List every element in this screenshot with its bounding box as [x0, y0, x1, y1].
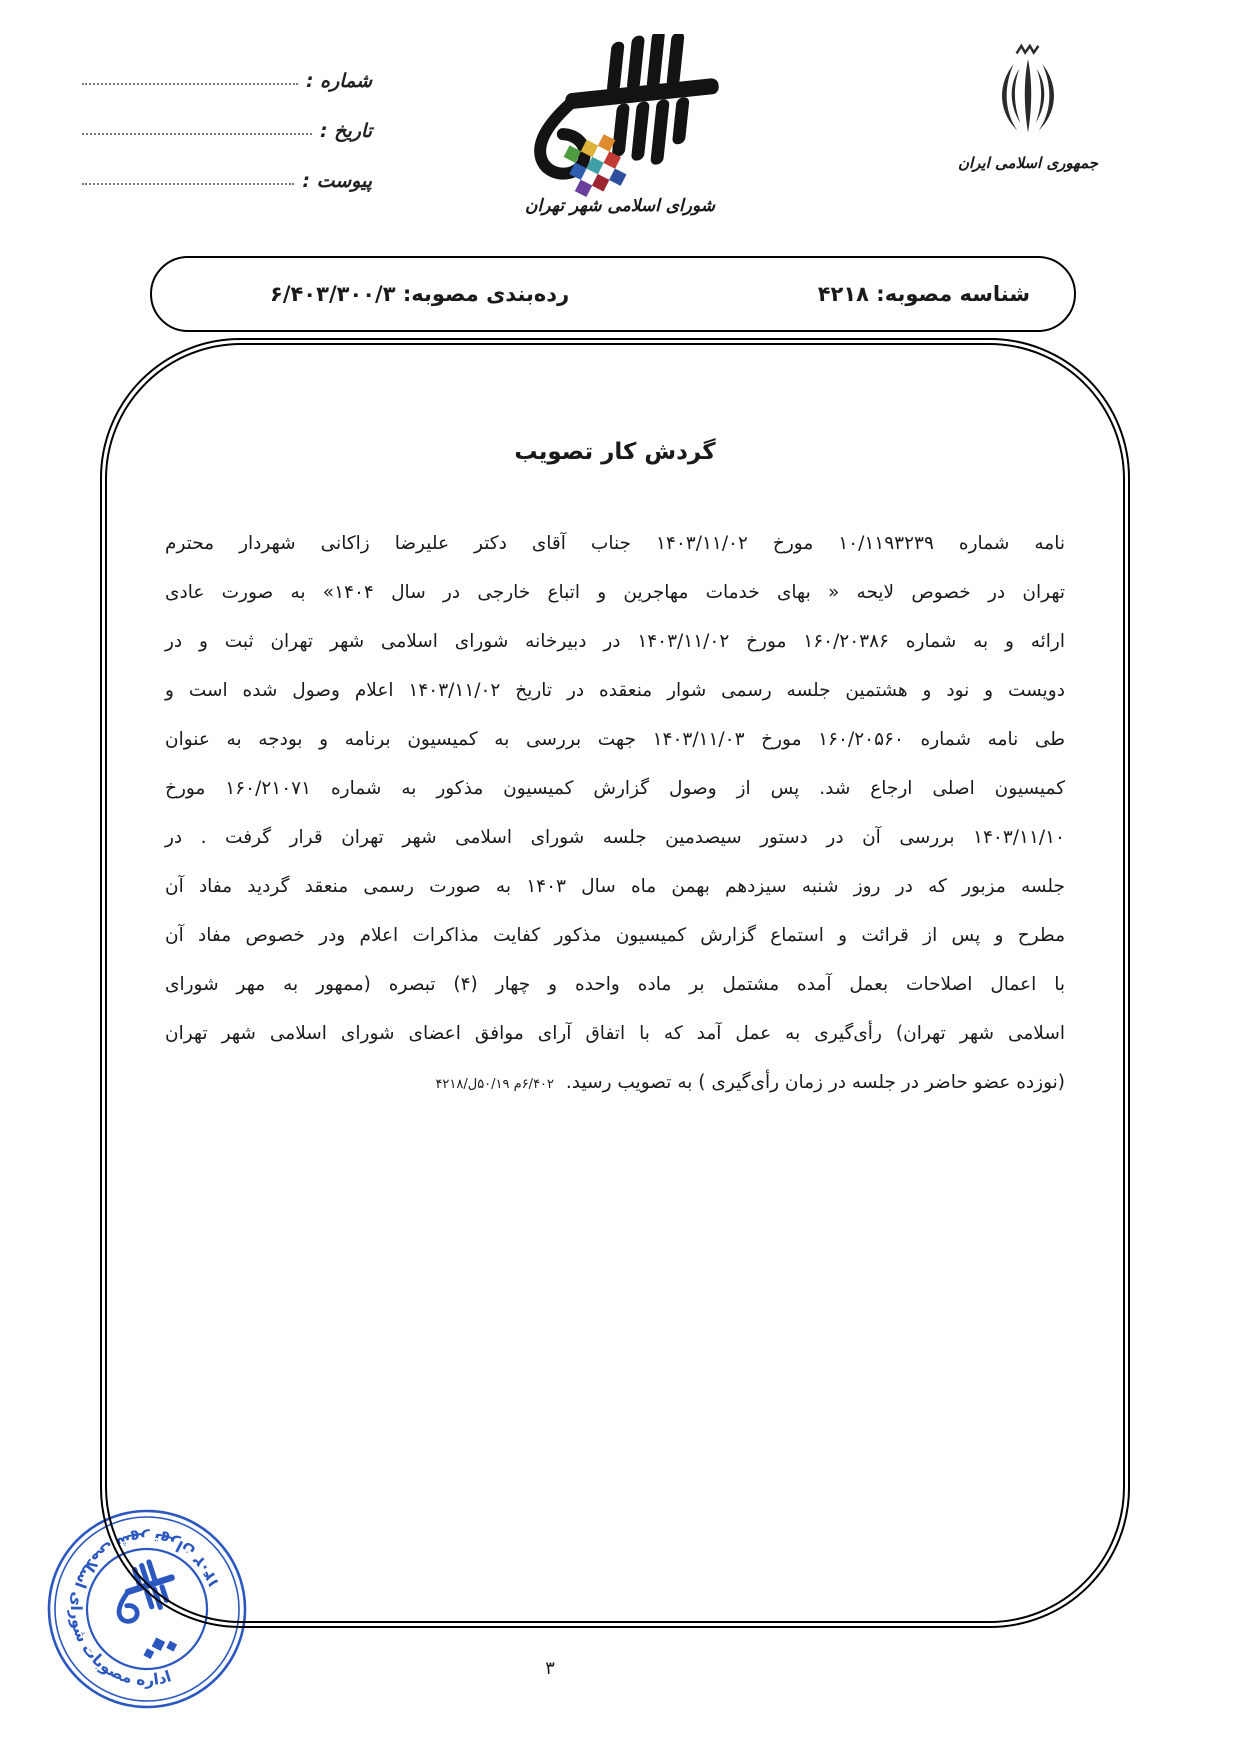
body-line: ۱۴۰۳/۱۱/۱۰ بررسی آن در دستور سیصدمین جلسه شورای اسلامی شهر تهران قرار گرفت . در — [165, 827, 1065, 848]
number-field-row — [78, 42, 372, 92]
body-line: ارائه و به شماره ۱۶۰/۲۰۳۸۶ مورخ ۱۴۰۳/۱۱/۰۲ در دبیرخانه شورای اسلامی شهر تهران ثبت و در — [165, 631, 1066, 652]
attachment-field-row — [78, 142, 372, 192]
document-body — [165, 519, 1065, 1109]
classification-text: رده‌بندی مصوبه: ۶/۴۰۳/۳۰۰/۳ — [270, 282, 570, 306]
number-label: شماره : — [305, 70, 372, 92]
iran-emblem-caption: جمهوری اسلامی ایران — [957, 154, 1099, 172]
document-title: گردش کار تصویب — [514, 439, 716, 465]
date-label: تاریخ : — [319, 120, 372, 142]
iran-emblem-block — [918, 44, 1138, 172]
council-name-text: شورای اسلامی شهر تهران — [524, 196, 716, 216]
letterhead-fields — [78, 42, 372, 192]
number-dotted-line — [82, 81, 298, 85]
council-logo-mark-wrap — [462, 34, 778, 194]
body-line: جلسه مزبور که در روز شنبه سیزدهم بهمن ماه سال ۱۴۰۳ به صورت رسمی منعقد گردید مفاد آن — [165, 876, 1065, 897]
body-line: کمیسیون اصلی ارجاع شد. پس از وصول گزارش کمیسیون مذکور به شماره ۱۶۰/۲۱۰۷۱ مورخ — [165, 778, 1065, 799]
approval-id-text: شناسه مصوبه: ۴۲۱۸ — [817, 282, 1030, 306]
approval-id-bar — [150, 256, 1076, 332]
body-line: دویست و نود و هشتمین جلسه رسمی شوار منعقده در تاریخ ۱۴۰۳/۱۱/۰۲ اعلام وصول شده است و — [165, 680, 1065, 701]
body-line: طی نامه شماره ۱۶۰/۲۰۵۶۰ مورخ ۱۴۰۳/۱۱/۰۳ جهت بررسی به کمیسیون برنامه و بودجه به عنوان — [165, 729, 1065, 750]
body-closing-line — [165, 1058, 1065, 1109]
document-box-inner-border — [105, 343, 1125, 1623]
page-number: ۳ — [545, 1658, 555, 1679]
body-line: اسلامی شهر تهران) رأی‌گیری به عمل آمد که با اتفاق آرای موافق اعضای شورای اسلامی شهر تهران — [165, 1023, 1065, 1044]
attachment-label: پیوست : — [302, 170, 372, 192]
body-line: با اعمال اصلاحات بعمل آمده مشتمل بر ماده واحده و چهار (۴) تبصره (ممهور به مهر شورای — [165, 974, 1065, 995]
iran-emblem-icon — [989, 44, 1067, 144]
body-line: تهران در خصوص لایحه « بهای خدمات مهاجرین و اتباع خارجی در سال ۱۴۰۴» به صورت عادی — [165, 582, 1065, 603]
body-line: مطرح و پس از قرائت و استماع گزارش کمیسیون مذکور کفایت مذاکرات اعلام ودر خصوص مفاد آن — [165, 925, 1065, 946]
logo-diamonds-icon — [558, 130, 658, 216]
date-field-row — [78, 92, 372, 142]
reference-code: ۶/۴۰۲م ۵۰/۱۹ل/۴۲۱۸ — [435, 1077, 555, 1092]
body-line: نامه شماره ۱۰/۱۱۹۳۲۳۹ مورخ ۱۴۰۳/۱۱/۰۲ جناب آقای دکتر علیرضا زاکانی شهردار محترم — [165, 533, 1065, 554]
document-box — [100, 338, 1130, 1628]
date-dotted-line — [82, 131, 312, 135]
attachment-dotted-line — [82, 181, 294, 185]
stamp-circular-text: اداره مصوبات شورای اسلامی شهر تهران ۱۴۰۲ — [66, 1528, 224, 1690]
closing-text: (نوزده عضو حاضر در جلسه در زمان رأی‌گیری ) به تصویب رسید. — [565, 1072, 1065, 1093]
council-logo-block — [462, 34, 778, 216]
